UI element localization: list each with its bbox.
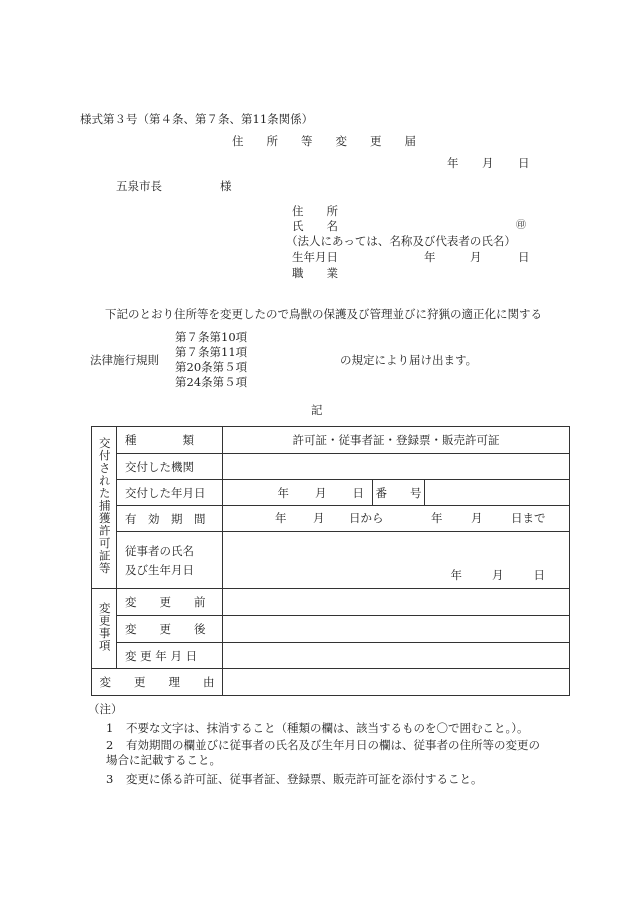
birth-label: 生年月日 xyxy=(292,250,338,264)
ki-mark: 記 xyxy=(311,403,323,417)
row-kind xyxy=(92,427,570,454)
date-day: 日 xyxy=(518,156,530,170)
note-3-num: 3 xyxy=(106,772,114,786)
number-value[interactable] xyxy=(425,480,570,506)
row-change-date xyxy=(92,643,570,669)
period-from-day: 日から xyxy=(349,510,384,525)
kind-value[interactable]: 許可証・従事者証・登録票・販売許可証 xyxy=(223,427,570,454)
issue-date-value[interactable] xyxy=(223,480,373,506)
group-issued-permit xyxy=(92,427,117,589)
group-change-items-label: 変更事項 xyxy=(97,602,112,652)
kind-label: 種 類 xyxy=(117,427,223,454)
period-to-month: 月 xyxy=(471,510,483,525)
note-1-text: 不要な文字は、抹消すること（種類の欄は、該当するものを〇で囲むこと。）。 xyxy=(126,721,529,735)
period-value[interactable] xyxy=(223,506,570,532)
body-text: 下記のとおり住所等を変更したので鳥獣の保護及び管理並びに狩猟の適正化に関する xyxy=(105,307,542,321)
period-label: 有 効 期 間 xyxy=(117,506,223,532)
issue-date-label: 交付した年月日 xyxy=(117,480,223,506)
clause-2: 第７条第11項 xyxy=(175,345,248,359)
addressee-honorific: 様 xyxy=(220,179,232,193)
agency-value[interactable] xyxy=(223,454,570,480)
change-date-label: 変 更 年 月 日 xyxy=(117,643,223,669)
name-label: 氏 名 xyxy=(292,219,338,233)
corp-note: （法人にあっては、名称及び代表者の氏名） xyxy=(286,234,516,248)
regulation-name: 法律施行規則 xyxy=(90,353,159,367)
change-date-value[interactable] xyxy=(223,643,570,669)
period-to-year: 年 xyxy=(431,510,443,525)
seal-mark: ㊞ xyxy=(516,220,526,231)
group-issued-permit-label: 交付された捕獲許可証等 xyxy=(97,437,112,575)
note-3-text: 変更に係る許可証、従事者証、登録票、販売許可証を添付すること。 xyxy=(126,772,483,786)
clause-1: 第７条第10項 xyxy=(175,330,248,344)
birth-month: 月 xyxy=(470,250,482,264)
worker-label-line1: 従事者の氏名 xyxy=(125,543,194,558)
page-title: 住 所 等 変 更 届 xyxy=(232,134,416,148)
date-year: 年 xyxy=(447,156,459,170)
row-reason xyxy=(92,669,570,696)
regulation-tail: の規定により届け出ます。 xyxy=(340,353,478,367)
note-1-num: 1 xyxy=(106,721,114,735)
number-label: 番 号 xyxy=(373,480,425,506)
addressee-name: 五泉市長 xyxy=(116,179,162,193)
row-issue-date xyxy=(92,480,570,506)
date-month: 月 xyxy=(482,156,494,170)
address-label: 住 所 xyxy=(292,204,338,218)
notes-header: （注） xyxy=(88,702,123,716)
issue-day: 日 xyxy=(352,485,364,500)
period-from-month: 月 xyxy=(313,510,325,525)
worker-value[interactable] xyxy=(223,532,570,589)
issue-year: 年 xyxy=(277,485,289,500)
worker-label-line2: 及び生年月日 xyxy=(125,562,194,577)
period-to-day: 日まで xyxy=(511,510,546,525)
issue-month: 月 xyxy=(315,485,327,500)
worker-day: 日 xyxy=(533,568,546,582)
reason-label: 変 更 理 由 xyxy=(92,669,223,696)
after-value[interactable] xyxy=(223,616,570,643)
worker-month: 月 xyxy=(492,568,504,582)
row-before xyxy=(92,589,570,616)
note-2-num: 2 xyxy=(106,738,114,752)
row-period xyxy=(92,506,570,532)
note-2-text-cont: 場合に記載すること。 xyxy=(106,753,221,767)
reason-value[interactable] xyxy=(223,669,570,696)
birth-day: 日 xyxy=(518,250,530,264)
row-worker xyxy=(92,532,570,589)
form-number: 様式第３号（第４条、第７条、第11条関係） xyxy=(80,112,314,126)
before-value[interactable] xyxy=(223,589,570,616)
note-2-text: 有効期間の欄並びに従事者の氏名及び生年月日の欄は、従事者の住所等の変更の xyxy=(126,738,540,752)
agency-label: 交付した機関 xyxy=(117,454,223,480)
form-table xyxy=(91,426,570,696)
period-from-year: 年 xyxy=(275,510,287,525)
worker-year: 年 xyxy=(450,568,463,582)
before-label: 変 更 前 xyxy=(117,589,223,616)
clause-3: 第20条第５項 xyxy=(175,360,248,374)
birth-year: 年 xyxy=(424,250,436,264)
group-change-items xyxy=(92,589,117,669)
worker-label xyxy=(117,532,223,589)
occupation-label: 職 業 xyxy=(292,266,338,280)
clause-4: 第24条第５項 xyxy=(175,375,248,389)
after-label: 変 更 後 xyxy=(117,616,223,643)
row-agency xyxy=(92,454,570,480)
row-after xyxy=(92,616,570,643)
